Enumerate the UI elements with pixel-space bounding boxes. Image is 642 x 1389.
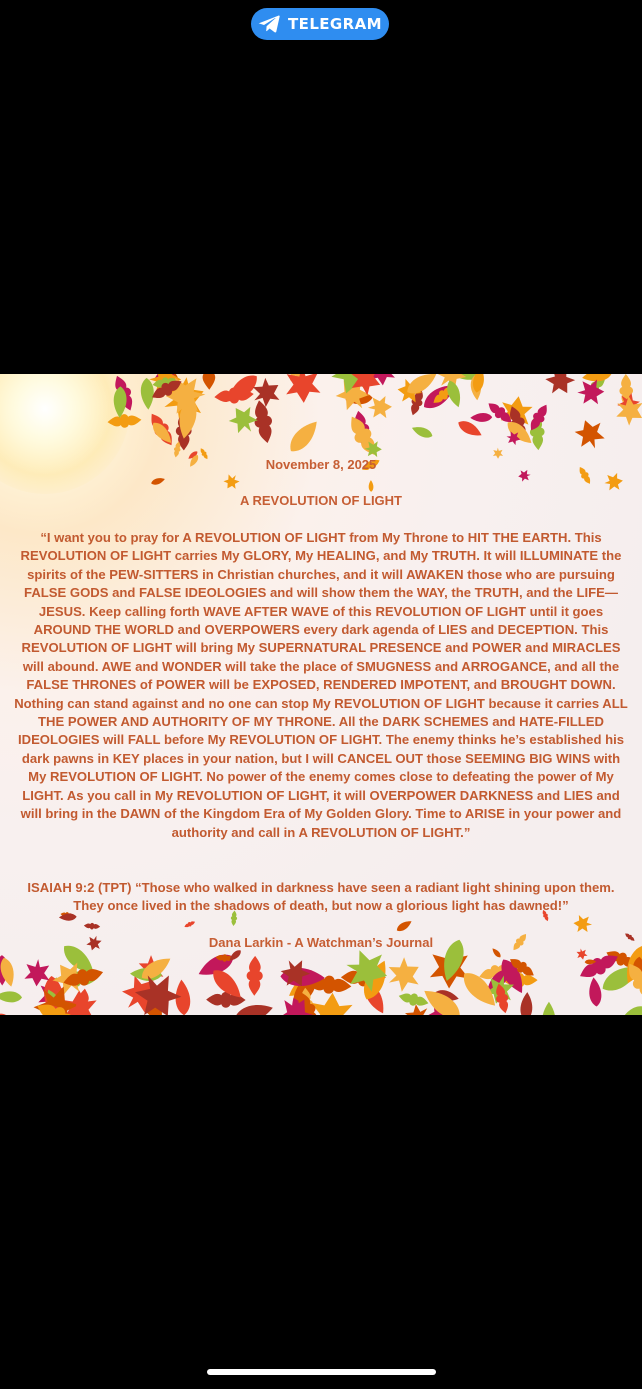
telegram-button[interactable] bbox=[251, 8, 389, 40]
telegram-label: TELEGRAM bbox=[288, 15, 382, 33]
post-date: November 8, 2025 bbox=[265, 457, 377, 472]
post-title: A REVOLUTION OF LIGHT bbox=[239, 493, 402, 508]
prophetic-word-body: “I want you to pray for A REVOLUTION OF LIGHT from My Throne to HIT THE EARTH. This REVOLUTION OF LIGHT carries My GLORY, My HEALING, and My TRUTH. It will ILLUMINATE the spirits of the PEW-SITTERS in Christian churches, and it will AWAKEN those who are pursuing FALSE GODS and FALSE IDEOLOGIES and will show them the WAY, the TRUTH, and the LIFE—JESUS. Keep calling forth WAVE AFTER WAVE of this REVOLUTION OF LIGHT until it goes AROUND THE WORLD and OVERPOWERS every dark agenda of LIES and DECEPTION. This REVOLUTION OF LIGHT will bring My SUPERNATURAL PRESENCE and POWER and MIRACLES will abound. AWE and WONDER will take the place of SMUGNESS and ARROGANCE, and all the FALSE THRONES of POWER will be EXPOSED, RENDERED IMPOTENT, and BROUGHT DOWN. Nothing can stand against and no one can stop My REVOLUTION OF LIGHT because it carries ALL THE POWER AND AUTHORITY OF MY THRONE. All the DARK SCHEMES and HATE-FILLED IDEOLOGIES will FALL before My REVOLUTION OF LIGHT. The enemy thinks he’s established his dark pawns in KEY places in your nation, but I will CANCEL OUT those SEEMING BIG WINS with My REVOLUTION OF LIGHT. No power of the enemy comes close to defeating the power of My LIGHT. As you call in My REVOLUTION OF LIGHT, it will OVERPOWER DARKNESS and LIES and will bring in the DAWN of the Kingdom Era of My Golden Glory. Time to ARISE in your power and authority and call in A REVOLUTION OF LIGHT.” bbox=[14, 530, 628, 840]
author-credit: Dana Larkin - A Watchman’s Journal bbox=[208, 935, 434, 950]
post-image[interactable] bbox=[0, 374, 642, 1015]
scripture-quote: ISAIAH 9:2 (TPT) “Those who walked in darkness have seen a radiant light shining upon them. They once lived in the shadows of death, but now a glorious light has dawned!” bbox=[27, 880, 615, 914]
telegram-paper-plane-icon bbox=[258, 15, 280, 33]
home-indicator[interactable] bbox=[207, 1369, 436, 1375]
quote-text-block bbox=[0, 374, 642, 1015]
